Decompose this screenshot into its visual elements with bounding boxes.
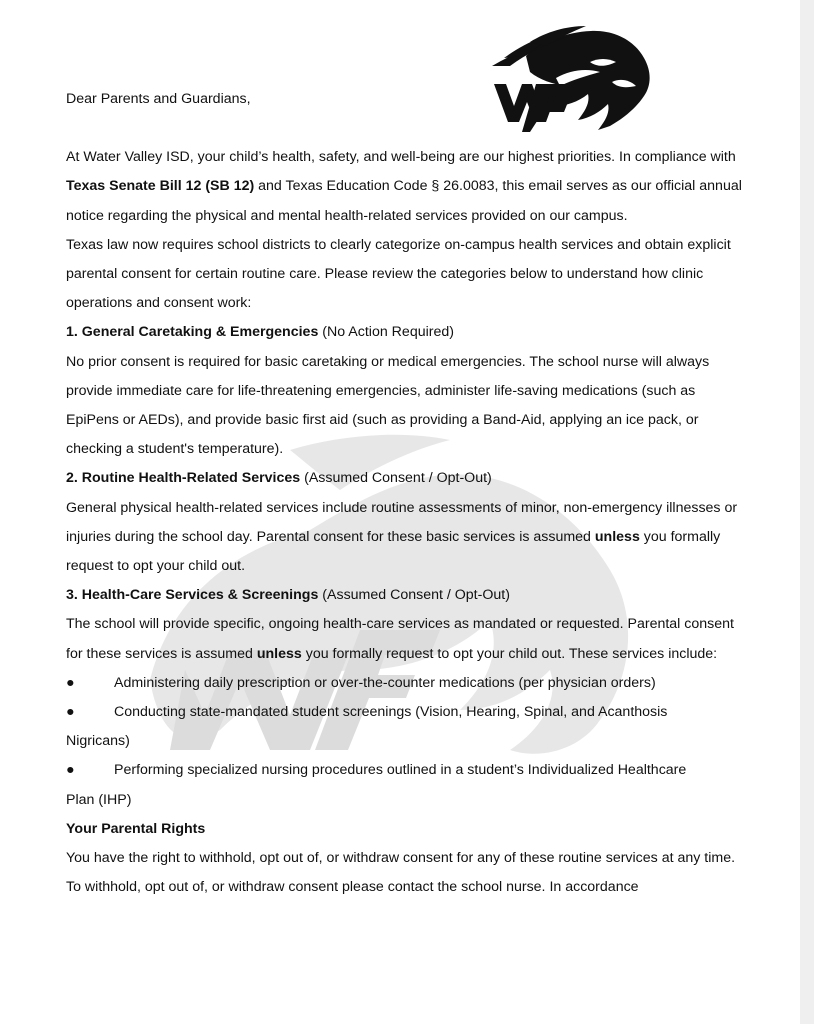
intro-text-b: and Texas Education Code § 26.0083, this email serves as our official annual notice regarding the physical and mental health-related services provided on our campus. — [66, 178, 742, 224]
section-2-body-b: you formally request to opt your child out. — [66, 528, 721, 575]
section-2-heading: 2. Routine Health-Related Services — [66, 470, 301, 487]
list-item-text: Conducting state-mandated student screenings (Vision, Hearing, Spinal, and Acanthosis — [114, 704, 668, 721]
section-3-heading-line — [66, 581, 746, 610]
section-3-subheading: (Assumed Consent / Opt-Out) — [318, 587, 510, 604]
rights-heading-line — [66, 815, 746, 844]
bullet-dot: ● — [66, 674, 75, 691]
list-item-text: Administering daily prescription or over-the-counter medications (per physician orders) — [114, 674, 656, 691]
page-edge-strip — [800, 0, 814, 1024]
section-3-heading: 3. Health-Care Services & Screenings — [66, 587, 319, 604]
rights-body: You have the right to withhold, opt out of, or withdraw consent for any of these routine services at any time. To withhold, opt out of, or withdraw consent please contact the school nurse. In accordance — [66, 850, 736, 896]
section-3-body — [66, 610, 746, 668]
list-item-continuation: Nigricans) — [66, 733, 130, 750]
letter-body — [66, 85, 746, 902]
list-item — [66, 756, 746, 785]
rights-heading: Your Parental Rights — [66, 820, 206, 837]
section-3-unless: unless — [256, 645, 302, 662]
services-list — [66, 669, 746, 815]
list-item-continuation: Plan (IHP) — [66, 791, 132, 808]
section-2-subheading: (Assumed Consent / Opt-Out) — [300, 470, 492, 487]
intro-text-a: At Water Valley ISD, your child’s health, safety, and well-being are our highest priorities. In compliance with — [66, 149, 736, 166]
greeting: Dear Parents and Guardians, — [66, 91, 251, 107]
list-item — [66, 698, 746, 727]
section-3-body-b: you formally request to opt your child out. These services include: — [301, 645, 718, 662]
bullet-dot: ● — [66, 762, 75, 779]
bullet-dot: ● — [66, 704, 75, 721]
list-item — [66, 669, 746, 698]
section-2-unless: unless — [594, 528, 640, 545]
intro-bill-name: Texas Senate Bill 12 (SB 12) — [66, 178, 255, 195]
section-1-body: No prior consent is required for basic caretaking or medical emergencies. The school nurse will always provide immediate care for life-threatening emergencies, administer life-saving medications (such as EpiPens or AEDs), and provide basic first aid (such as providing a Band-Aid, applying an ice pack, or checking a student's temperature). — [66, 353, 710, 458]
section-2-body-a: General physical health-related services include routine assessments of minor, non-emergency illnesses or injuries during the school day. Parental consent for these basic services is assumed — [66, 499, 738, 545]
list-item-text: Performing specialized nursing procedures outlined in a student’s Individualized Healthcare — [114, 762, 687, 779]
intro-paragraph — [66, 143, 746, 231]
section-2-heading-line — [66, 464, 746, 493]
section-1-heading: 1. General Caretaking & Emergencies — [66, 324, 319, 341]
section-2-body — [66, 494, 746, 582]
section-1-heading-line — [66, 318, 746, 347]
section-1-subheading: (No Action Required) — [318, 324, 454, 341]
law-paragraph: Texas law now requires school districts to clearly categorize on-campus health services and obtain explicit parental consent for certain routine care. Please review the categories below to understand how clinic operations and consent work: — [66, 236, 731, 312]
section-3-body-a: The school will provide specific, ongoing health-care services as mandated or requested. Parental consent for these services is assumed — [66, 616, 734, 662]
